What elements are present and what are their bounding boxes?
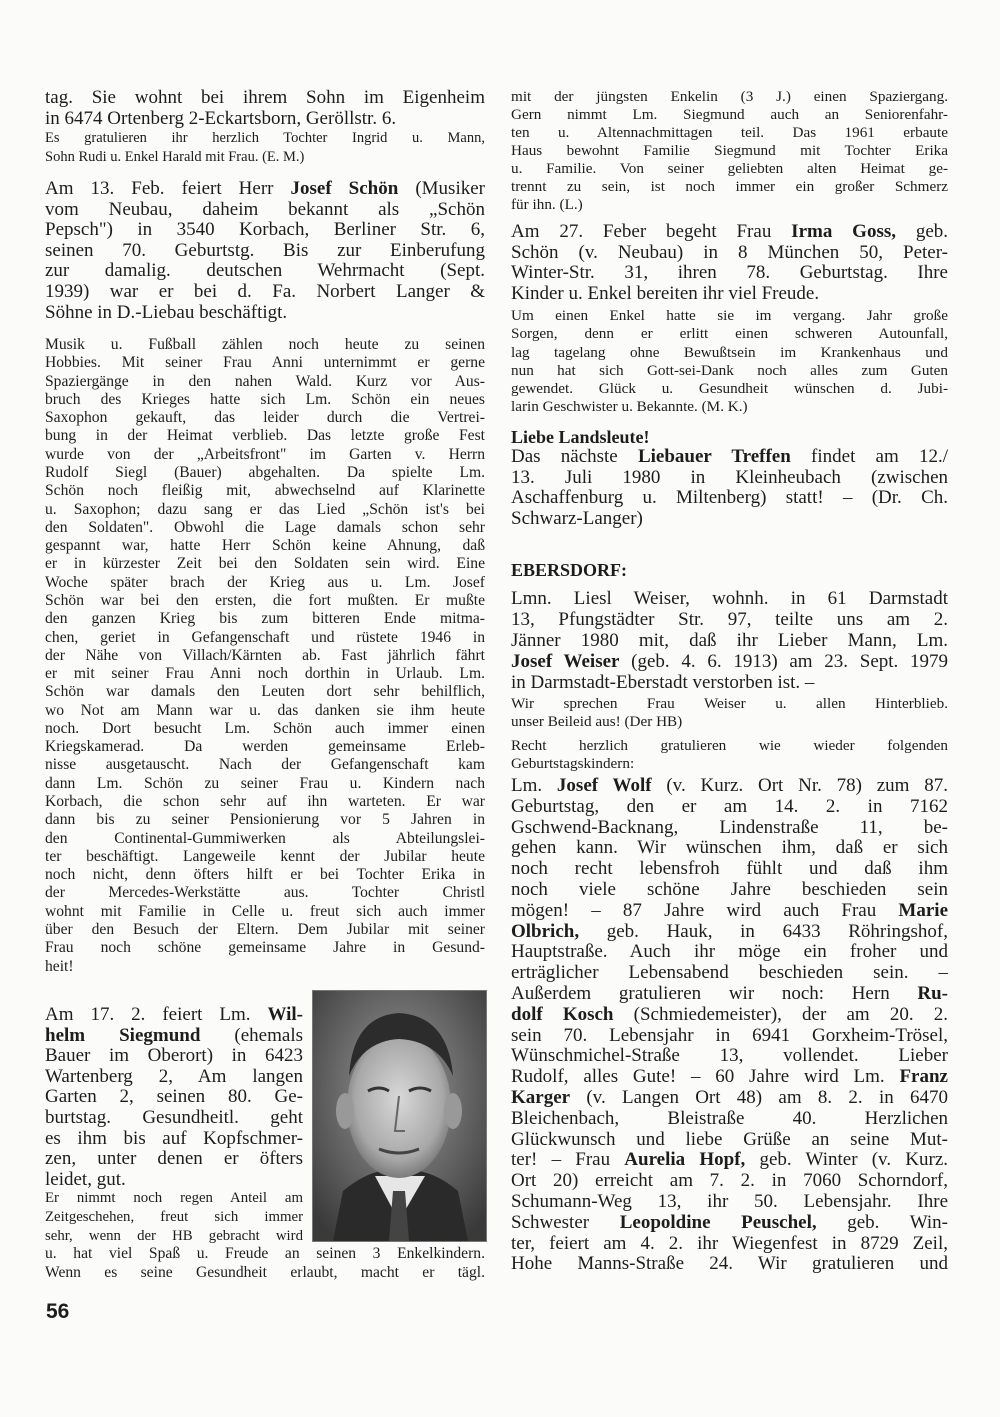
- text-line: [511, 797, 948, 818]
- text-segment: Garten 2, seinen 80. Ge-: [45, 1086, 303, 1108]
- text-line: [511, 755, 948, 773]
- text-line: [45, 702, 485, 720]
- text-line: [45, 1170, 303, 1191]
- text-line: [511, 222, 948, 243]
- bold-name: Leopoldine Peuschel,: [619, 1211, 817, 1233]
- text-line: [45, 1129, 303, 1150]
- text-segment: Woche später brach der Krieg aus u. Lm. Josef: [45, 573, 485, 591]
- text-segment: Musik u. Fußball zählen noch heute zu seinen: [45, 336, 485, 353]
- text-line: [511, 142, 948, 160]
- text-line: [45, 537, 485, 555]
- text-segment: Kriegskamerad. Da werden gemeinsame Erleb-: [45, 738, 485, 756]
- text-line: [45, 555, 485, 573]
- text-segment: Aschaffenburg u. Miltenberg) statt! – (Dr. Ch.: [511, 487, 948, 509]
- heading-text: Liebe Landsleute!: [511, 427, 650, 447]
- text-segment: mögen! – 87 Jahre wird auch Frau: [511, 899, 899, 921]
- text-segment: Bleichenbach, Bleistraße 40. Herzlichen: [511, 1107, 948, 1129]
- text-segment: der Mercedes-Werkstätte aus. Tochter Christl: [45, 884, 485, 902]
- paragraph: [45, 1189, 303, 1245]
- text-segment: (geb. 4. 6. 1913) am 23. Sept. 1979: [619, 650, 948, 672]
- text-line: [511, 901, 948, 922]
- bold-name: dolf Kosch: [511, 1003, 614, 1025]
- text-line: [511, 695, 948, 713]
- text-line: [45, 647, 485, 665]
- text-line: [511, 509, 948, 530]
- text-line: [511, 160, 948, 178]
- text-line: [511, 362, 948, 380]
- text-segment: Saxophon gekauft, das leider durch die Vertrei-: [45, 409, 485, 427]
- text-line: [511, 1130, 948, 1151]
- text-segment: ter! – Frau: [511, 1149, 625, 1171]
- text-segment: Recht herzlich gratulieren wie wieder folgenden: [511, 737, 948, 754]
- paragraph: [511, 776, 948, 1275]
- text-line: [511, 196, 948, 214]
- text-segment: Wir sprechen Frau Weiser u. allen Hinterblieb.: [511, 695, 948, 712]
- bold-name: Irma Goss,: [791, 221, 896, 242]
- text-segment: Haus bewohnt Familie Siegmund mit Tochter Erika: [511, 142, 948, 159]
- text-segment: sehr, wenn der HB gebracht wird: [45, 1227, 303, 1244]
- text-segment: Gern nimmt Lm. Siegmund auch an Seniorenfahr-: [511, 106, 948, 123]
- text-line: [45, 303, 485, 324]
- text-line: [511, 1046, 948, 1067]
- bold-name: Josef Wolf: [556, 775, 652, 796]
- text-segment: Lmn. Liesl Weiser, wohnh. in 61 Darmstadt: [511, 588, 948, 609]
- text-segment: über den Besuch der Eltern. Dem Jubilar mit seiner: [45, 921, 485, 938]
- bold-name: Olbrich,: [511, 920, 580, 942]
- text-segment: Rudolf Siegl (Bauer) abgehalten. Da spielte Lm.: [45, 463, 485, 481]
- text-line: [45, 391, 485, 409]
- text-segment: ten u. Altennachmittagen teil. Das 1961 erbaute: [511, 124, 948, 141]
- bold-name: Franz: [899, 1066, 948, 1088]
- text-line: [45, 1208, 303, 1227]
- text-line: [45, 775, 485, 793]
- text-line: [511, 263, 948, 284]
- text-line: [45, 241, 485, 262]
- text-segment: Wünschmichel-Straße 13, vollendet. Lieber: [511, 1045, 948, 1067]
- paragraph: [45, 1245, 485, 1282]
- text-line: [45, 1227, 303, 1246]
- text-line: [511, 106, 948, 124]
- text-line: [511, 589, 948, 610]
- text-segment: Kinder u. Enkel bereiten ihr viel Freude.: [511, 282, 820, 304]
- text-segment: Schön war bei den ersten, die fort mußten. Er mußte: [45, 591, 485, 609]
- text-segment: (ehemals: [200, 1024, 303, 1046]
- text-line: [511, 1213, 948, 1234]
- text-segment: 13, Pfungstädter Str. 97, teilte uns am 2.: [511, 608, 948, 630]
- text-segment: Das nächste: [511, 446, 638, 467]
- text-segment: geb. Hauk, in 6433 Röhringshof,: [579, 920, 948, 942]
- text-line: [511, 631, 948, 652]
- text-segment: Schwarz-Langer): [511, 507, 643, 529]
- text-line: [45, 921, 485, 939]
- text-line: [45, 1245, 485, 1264]
- text-line: [45, 884, 485, 902]
- text-segment: 1939) war er bei d. Fa. Norbert Langer &: [45, 280, 485, 302]
- text-line: [511, 942, 948, 963]
- text-line: [45, 501, 485, 519]
- text-segment: noch. Dort besucht Lm. Schön auch immer einen: [45, 719, 485, 737]
- text-segment: Sohn Rudi u. Enkel Harald mit Frau. (E. M.): [45, 149, 305, 165]
- text-segment: dann Lm. Schön zu seiner Frau u. Kindern nach: [45, 774, 485, 792]
- text-line: [511, 307, 948, 325]
- paragraph: [511, 737, 948, 773]
- text-line: [45, 148, 485, 167]
- section-heading: [511, 559, 948, 581]
- text-line: [511, 243, 948, 264]
- text-line: [511, 610, 948, 631]
- bold-name: Wil-: [267, 1004, 303, 1025]
- text-segment: geb. Win-: [816, 1211, 948, 1233]
- text-line: [45, 354, 485, 372]
- portrait-photo: [312, 990, 487, 1242]
- text-segment: für ihn. (L.): [511, 196, 583, 213]
- text-line: [45, 793, 485, 811]
- text-segment: Er nimmt noch regen Anteil am: [45, 1190, 303, 1206]
- text-segment: den Soldaten". Obwohl die Lage damals schon sehr: [45, 518, 485, 536]
- text-segment: findet am 12./: [790, 446, 949, 467]
- text-line: [45, 336, 485, 354]
- text-line: [511, 124, 948, 142]
- text-line: [511, 178, 948, 196]
- text-segment: mit der jüngsten Enkelin (3 J.) einen Spaziergang.: [511, 88, 948, 105]
- text-segment: seinen 70. Geburtstg. Bis zur Einberufung: [45, 239, 485, 261]
- text-line: [45, 939, 485, 957]
- text-line: [45, 958, 485, 976]
- text-line: [511, 1150, 948, 1171]
- text-segment: (Musiker: [398, 178, 485, 199]
- paragraph: [45, 88, 485, 129]
- bold-name: Aurelia Hopf,: [624, 1149, 746, 1171]
- text-segment: noch viele schöne Jahre beschieden sein: [511, 878, 948, 900]
- text-line: [45, 1046, 303, 1067]
- text-segment: Geburtstag, den er am 14. 2. in 7162: [511, 795, 948, 817]
- text-segment: Außerdem gratulieren wir noch: Hern: [511, 982, 918, 1004]
- text-line: [511, 652, 948, 673]
- text-line: [511, 776, 948, 797]
- text-line: [45, 738, 485, 756]
- text-segment: zen, unter denen er öfters: [45, 1148, 303, 1170]
- text-segment: Um einen Enkel hatte sie im vergang. Jahr große: [511, 307, 948, 324]
- portrait-image: [313, 991, 486, 1241]
- text-line: [45, 1264, 485, 1283]
- paragraph: [511, 695, 948, 731]
- paragraph: [511, 222, 948, 304]
- text-segment: wurde von der „Arbeitsfront" im Garten v. Herrn: [45, 445, 485, 463]
- text-line: [511, 344, 948, 362]
- text-line: [511, 880, 948, 901]
- text-segment: zur damalig. deutschen Wehrmacht (Sept.: [45, 260, 485, 282]
- text-line: [511, 984, 948, 1005]
- paragraph: [511, 88, 948, 214]
- text-line: [45, 848, 485, 866]
- text-segment: Ort 20) erreicht am 7. 2. in 7060 Schorndorf,: [511, 1170, 948, 1192]
- text-line: [45, 592, 485, 610]
- bold-name: Liebauer Treffen: [637, 446, 791, 467]
- text-segment: der Nähe von Villach/Kärnten ab. Fast jährlich fährt: [45, 646, 485, 664]
- text-segment: er mit seiner Frau Anni noch dorthin in Urlaub. Lm.: [45, 665, 485, 683]
- text-line: [511, 1254, 948, 1275]
- text-line: [45, 903, 485, 921]
- bold-name: Josef Schön: [290, 178, 399, 199]
- text-line: [511, 468, 948, 489]
- text-segment: Lm.: [511, 775, 557, 796]
- text-segment: vom Neubau, daheim bekannt als „Schön: [45, 198, 485, 220]
- text-segment: u. Familie. Von seiner geliebten alten Heimat ge-: [511, 160, 948, 177]
- bold-name: Ru-: [917, 982, 948, 1004]
- text-segment: Am 17. 2. feiert Lm.: [45, 1004, 268, 1025]
- text-segment: Jänner 1980 mit, daß ihr Lieber Mann, Lm.: [511, 629, 948, 651]
- text-segment: den Continental-Gummiwerken als Abteilungslei-: [45, 829, 485, 847]
- text-line: [45, 409, 485, 427]
- text-line: [511, 1088, 948, 1109]
- text-line: [45, 756, 485, 774]
- text-segment: Sorgen, denn er erlitt einen schweren Autounfall,: [511, 325, 948, 343]
- text-line: [45, 1026, 303, 1047]
- text-line: [511, 922, 948, 943]
- bold-name: Marie: [898, 899, 948, 921]
- text-segment: erträglicher Lebensabend beschieden sein. –: [511, 962, 948, 984]
- text-segment: lag tagelang ohne Bewußtsein im Krankenhaus und: [511, 343, 948, 361]
- text-line: [511, 963, 948, 984]
- text-line: [45, 129, 485, 148]
- text-segment: leidet, gut.: [45, 1168, 126, 1190]
- text-segment: dann bis zu seiner Pensionierung vor 5 Jahren in: [45, 811, 485, 829]
- text-segment: sein 70. Lebensjahr in 6941 Gorxheim-Trösel,: [511, 1024, 948, 1046]
- bold-name: Karger: [511, 1086, 571, 1108]
- text-segment: noch nicht, denn öfters hilft er bei Tochter Erika in: [45, 866, 485, 884]
- text-segment: Es gratulieren ihr herzlich Tochter Ingrid u. Mann,: [45, 130, 485, 146]
- text-line: [511, 1026, 948, 1047]
- text-line: [511, 488, 948, 509]
- text-line: [45, 574, 485, 592]
- text-segment: burtstag. Gesundheitl. geht: [45, 1106, 303, 1128]
- text-segment: Korbach, die schon sehr auf ihn warteten. Er war: [45, 793, 485, 811]
- text-segment: heit!: [45, 957, 74, 975]
- text-segment: er in kürzester Zeit bei den Soldaten sein wird. Eine: [45, 555, 485, 573]
- text-segment: Schön war damals den Leuten dort sehr behilflich,: [45, 683, 485, 701]
- text-segment: geb. Winter (v. Kurz.: [745, 1149, 948, 1171]
- text-segment: bung in der Heimat verblieb. Das letzte große Fest: [45, 427, 485, 445]
- text-line: [45, 1189, 303, 1208]
- text-line: [45, 1108, 303, 1129]
- paragraph: [45, 129, 485, 167]
- text-line: [45, 1067, 303, 1088]
- text-segment: gewendet. Glück u. Gesundheit wünschen d. Jubi-: [511, 380, 948, 398]
- text-segment: tag. Sie wohnt bei ihrem Sohn im Eigenheim: [45, 87, 485, 108]
- text-line: [45, 482, 485, 500]
- text-segment: Hauptstraße. Auch ihr möge ein froher und: [511, 941, 948, 963]
- text-segment: Hobbies. Mit seiner Frau Anni unternimmt er gerne: [45, 354, 485, 372]
- text-segment: u. hat viel Spaß u. Freude an seinen 3 Enkelkindern.: [45, 1245, 485, 1262]
- text-segment: chen, geriet in Gefangenschaft und rüstete 1946 in: [45, 628, 485, 646]
- text-line: [45, 261, 485, 282]
- text-line: [45, 519, 485, 537]
- text-line: [511, 713, 948, 731]
- text-segment: u. Saxophon; dazu sang er das Lied „Schön ist's bei: [45, 500, 485, 518]
- paragraph: [511, 307, 948, 417]
- text-line: [511, 380, 948, 398]
- text-line: [511, 1067, 948, 1088]
- text-segment: Hohe Manns-Straße 24. Wir gratulieren und: [511, 1253, 948, 1275]
- text-segment: ter beschäftigt. Langeweile kennt der Jubilar heute: [45, 847, 485, 865]
- paragraph: [45, 1005, 303, 1190]
- bold-name: Josef Weiser: [511, 650, 620, 672]
- text-segment: geb.: [895, 221, 949, 242]
- text-segment: Wenn es seine Gesundheit erlaubt, macht er tägl.: [45, 1263, 485, 1281]
- text-segment: Schwester: [511, 1211, 620, 1233]
- text-segment: Zeitgeschehen, freut sich immer: [45, 1208, 303, 1225]
- text-segment: noch recht lebensfroh fühlt und daß ihm: [511, 858, 948, 880]
- text-segment: Wartenberg 2, Am langen: [45, 1065, 303, 1087]
- text-segment: Am 27. Feber begeht Frau: [511, 221, 792, 242]
- text-line: [45, 427, 485, 445]
- text-line: [45, 179, 485, 200]
- page-number: 56: [46, 1300, 70, 1323]
- text-line: [511, 398, 948, 416]
- text-segment: Geburtstagskindern:: [511, 755, 635, 772]
- text-segment: bruch des Krieges hatte sich Lm. Schön ein neues: [45, 390, 485, 408]
- text-line: [511, 859, 948, 880]
- text-segment: wo Not am Mann war u. das danken sie ihm heute: [45, 701, 485, 719]
- text-segment: Söhne in D.-Liebau beschäftigt.: [45, 301, 288, 323]
- paragraph: [45, 179, 485, 323]
- text-line: [45, 1005, 303, 1026]
- text-line: [511, 88, 948, 106]
- text-segment: (v. Langen Ort 48) am 8. 2. in 6470: [570, 1086, 948, 1108]
- text-segment: gespannt war, hatte Herr Schön keine Ahnung, daß: [45, 537, 485, 555]
- text-line: [45, 1149, 303, 1170]
- text-line: [45, 200, 485, 221]
- text-line: [511, 1171, 948, 1192]
- text-line: [45, 1087, 303, 1108]
- paragraph: [45, 336, 485, 976]
- text-line: [45, 109, 485, 130]
- text-line: [45, 866, 485, 884]
- text-line: [45, 811, 485, 829]
- text-segment: in Darmstadt-Eberstadt verstorben ist. –: [511, 671, 815, 693]
- text-line: [511, 1005, 948, 1026]
- text-line: [511, 1192, 948, 1213]
- text-line: [45, 464, 485, 482]
- paragraph: [511, 447, 948, 529]
- text-segment: (Schmiedemeister), der am 20. 2.: [613, 1003, 948, 1025]
- text-segment: Spaziergänge in den nahen Wald. Kurz vor Aus-: [45, 372, 485, 390]
- text-line: [511, 1234, 948, 1255]
- text-segment: Schön (v. Neubau) in 8 München 50, Peter-: [511, 241, 948, 263]
- text-segment: unser Beileid aus! (Der HB): [511, 713, 683, 730]
- text-segment: larin Geschwister u. Bekannte. (M. K.): [511, 398, 748, 416]
- text-line: [45, 282, 485, 303]
- bold-name: helm Siegmund: [45, 1024, 201, 1046]
- text-line: [45, 683, 485, 701]
- text-line: [511, 838, 948, 859]
- text-line: [45, 830, 485, 848]
- text-segment: Glückwunsch und liebe Grüße an seine Mut-: [511, 1128, 948, 1150]
- text-line: [511, 325, 948, 343]
- text-segment: 13. Juli 1980 in Kleinheubach (zwischen: [511, 466, 948, 488]
- text-line: [511, 673, 948, 694]
- paragraph: [511, 589, 948, 694]
- text-line: [45, 665, 485, 683]
- text-line: [45, 610, 485, 628]
- text-segment: Winter-Str. 31, ihren 78. Geburtstag. Ihre: [511, 262, 948, 284]
- section-heading: [511, 426, 948, 448]
- text-segment: Schön noch fleißig mit, abwechselnd auf Klarinette: [45, 482, 485, 500]
- text-line: [511, 818, 948, 839]
- text-line: [511, 1109, 948, 1130]
- text-line: [511, 737, 948, 755]
- text-segment: es ihm bis auf Kopfschmer-: [45, 1127, 303, 1149]
- text-segment: Frau noch schöne gemeinsame Jahre in Gesund-: [45, 939, 485, 957]
- text-line: [45, 629, 485, 647]
- text-segment: Schumann-Weg 13, ihr 50. Lebensjahr. Ihre: [511, 1190, 948, 1212]
- heading-text: EBERSDORF:: [511, 560, 628, 580]
- text-segment: nun hat sich Gott-sei-Dank noch alles zum Guten: [511, 361, 948, 379]
- text-line: [511, 447, 948, 468]
- text-segment: Am 13. Feb. feiert Herr: [45, 178, 291, 199]
- text-segment: Rudolf, alles Gute! – 60 Jahre wird Lm.: [511, 1066, 900, 1088]
- text-line: [45, 373, 485, 391]
- text-line: [45, 88, 485, 109]
- text-line: [45, 446, 485, 464]
- text-segment: gehen kann. Wir wünschen ihm, daß er sich: [511, 837, 948, 859]
- text-segment: trennt zu sein, ist noch immer ein großer Schmerz: [511, 178, 948, 195]
- text-segment: Pepsch") in 3540 Korbach, Berliner Str. 6,: [45, 219, 485, 241]
- text-segment: den ganzen Krieg bis zum bitteren Ende mitma-: [45, 610, 485, 628]
- text-segment: (v. Kurz. Ort Nr. 78) zum 87.: [651, 775, 948, 796]
- text-line: [45, 720, 485, 738]
- text-segment: wohnt mit Familie in Celle u. freut sich auch immer: [45, 902, 485, 920]
- text-segment: Bauer im Oberort) in 6423: [45, 1045, 303, 1067]
- text-segment: nisse ausgetauscht. Nach der Gefangenschaft kam: [45, 756, 485, 774]
- text-segment: ter, feiert am 4. 2. ihr Wiegenfest in 8729 Zeil,: [511, 1232, 948, 1254]
- text-segment: in 6474 Ortenberg 2-Eckartsborn, Geröllstr. 6.: [45, 107, 397, 129]
- text-line: [511, 284, 948, 305]
- text-segment: Gschwend-Backnang, Lindenstraße 11, be-: [511, 816, 948, 838]
- text-line: [45, 220, 485, 241]
